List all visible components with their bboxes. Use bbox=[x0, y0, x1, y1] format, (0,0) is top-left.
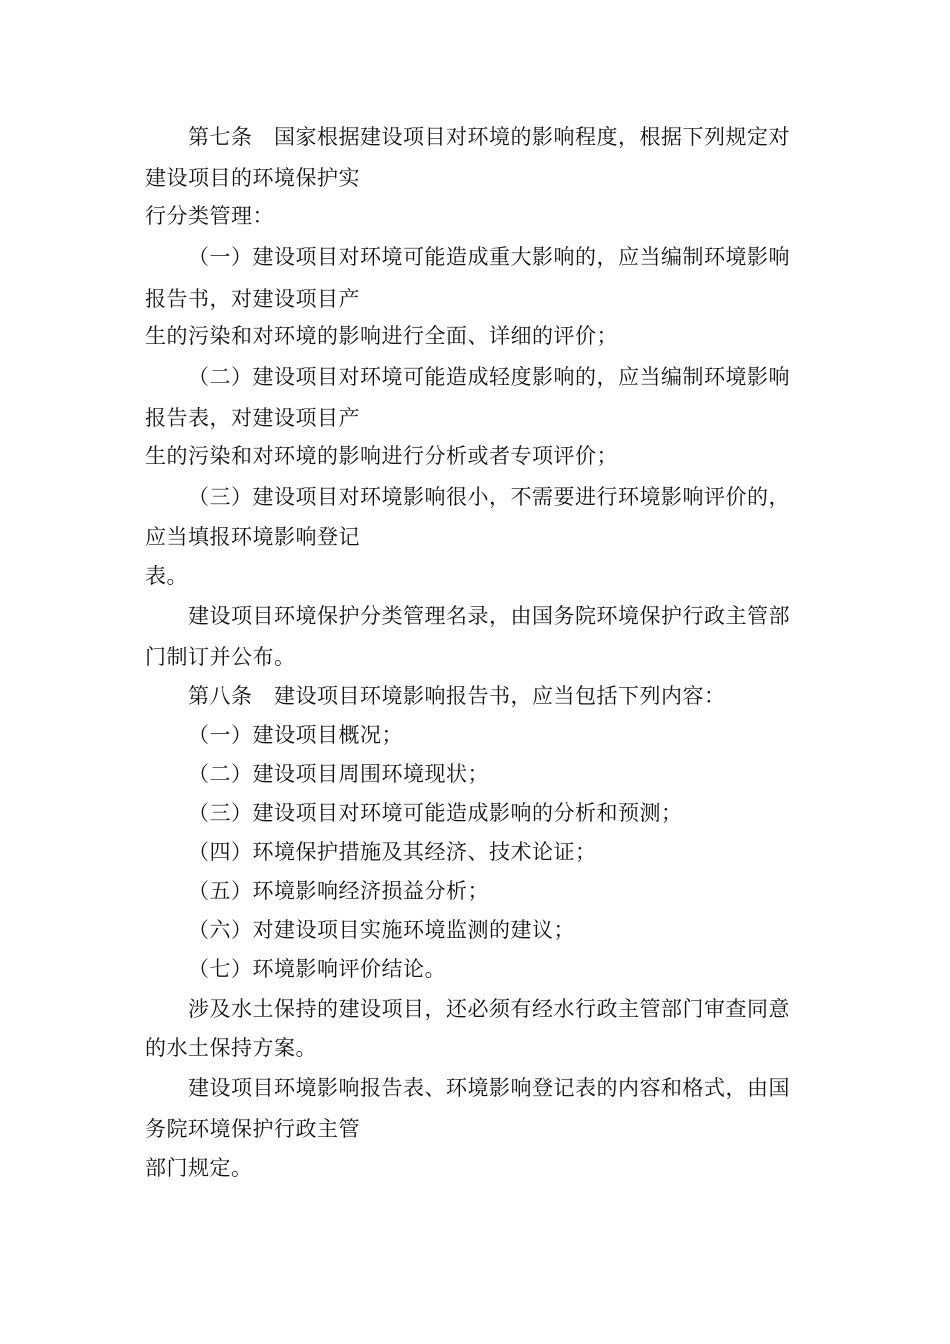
article-8-item-3: （三）建设项目对环境可能造成影响的分析和预测； bbox=[188, 801, 683, 825]
text-line: 报告书，对建设项目产 bbox=[145, 287, 360, 311]
article-8-item-6: （六）对建设项目实施环境监测的建议； bbox=[188, 918, 575, 942]
article-7-item-1: （一）建设项目对环境可能造成重大影响的，应当编制环境影响 bbox=[188, 245, 790, 269]
article-8-heading: 第八条 建设项目环境影响报告书，应当包括下列内容： bbox=[188, 684, 726, 708]
text-line: 的水土保持方案。 bbox=[145, 1036, 317, 1060]
text-line: 务院环境保护行政主管 bbox=[145, 1117, 360, 1141]
text-line: 报告表，对建设项目产 bbox=[145, 406, 360, 430]
article-8-item-5: （五）环境影响经济损益分析； bbox=[188, 879, 489, 903]
text-line: 行分类管理： bbox=[145, 204, 274, 228]
article-8-item-7: （七）环境影响评价结论。 bbox=[188, 957, 446, 981]
text-line: 部门规定。 bbox=[145, 1156, 253, 1180]
article-7-heading: 第七条 国家根据建设项目对环境的影响程度，根据下列规定对 bbox=[188, 125, 790, 149]
article-8-item-1: （一）建设项目概况； bbox=[188, 723, 403, 747]
paragraph-line: 涉及水土保持的建设项目，还必须有经水行政主管部门审查同意 bbox=[188, 997, 790, 1021]
paragraph-line: 建设项目环境影响报告表、环境影响登记表的内容和格式，由国 bbox=[188, 1076, 790, 1100]
article-7-item-2: （二）建设项目对环境可能造成轻度影响的，应当编制环境影响 bbox=[188, 365, 790, 389]
article-8-item-4: （四）环境保护措施及其经济、技术论证； bbox=[188, 840, 597, 864]
text-line: 门制订并公布。 bbox=[145, 645, 296, 669]
text-line: 建设项目的环境保护实 bbox=[145, 166, 360, 190]
article-8-item-2: （二）建设项目周围环境现状； bbox=[188, 762, 489, 786]
article-7-item-3: （三）建设项目对环境影响很小，不需要进行环境影响评价的， bbox=[188, 485, 790, 509]
text-line: 生的污染和对环境的影响进行分析或者专项评价； bbox=[145, 444, 618, 468]
text-line: 表。 bbox=[145, 564, 188, 588]
text-line: 应当填报环境影响登记 bbox=[145, 525, 360, 549]
text-line: 生的污染和对环境的影响进行全面、详细的评价； bbox=[145, 324, 618, 348]
paragraph-line: 建设项目环境保护分类管理名录，由国务院环境保护行政主管部 bbox=[188, 604, 790, 628]
